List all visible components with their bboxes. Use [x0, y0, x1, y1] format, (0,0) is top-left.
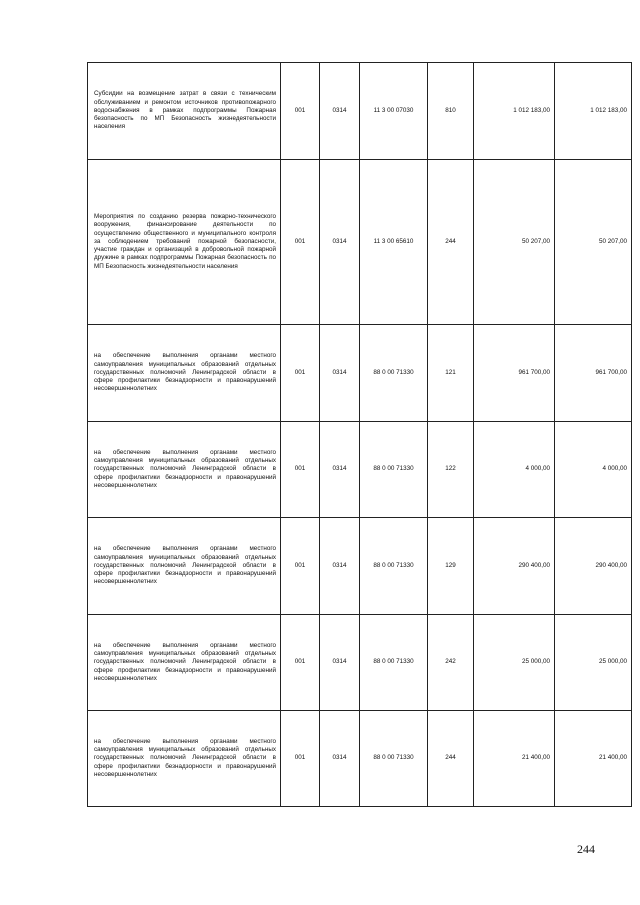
amount-cell: 50 207,00 [555, 160, 632, 325]
table-row [88, 325, 632, 422]
amount-cell: 1 012 183,00 [474, 63, 555, 160]
expense-type-cell: 810 [428, 63, 474, 160]
ministry-code-cell: 001 [281, 711, 320, 807]
target-article-cell: 88 0 00 71330 [360, 615, 428, 711]
amount-cell: 4 000,00 [474, 422, 555, 518]
row-description: на обеспечение выполнения органами местного самоуправления муниципальных образований отдельных государственных полномочий Ленинградской области в сфере профилактики безнадзорности и правонарушений несовершеннолетних [88, 518, 281, 615]
expense-type-cell: 121 [428, 325, 474, 422]
amount-cell: 4 000,00 [555, 422, 632, 518]
row-description: Мероприятия по созданию резерва пожарно-технического вооружения, финансирование деятельности по осуществлению общественного и муниципального контроля за соблюдением требований пожарной безопасности, участие граждан и организаций в добровольной пожарной дружине в рамках подпрограммы Пожарная безопасность по МП Безопасность жизнедеятельности населения [88, 160, 281, 325]
ministry-code-cell: 001 [281, 63, 320, 160]
amount-cell: 961 700,00 [474, 325, 555, 422]
expense-type-cell: 244 [428, 711, 474, 807]
expense-type-cell: 122 [428, 422, 474, 518]
table-row [88, 518, 632, 615]
ministry-code-cell: 001 [281, 518, 320, 615]
amount-cell: 21 400,00 [555, 711, 632, 807]
target-article-cell: 88 0 00 71330 [360, 325, 428, 422]
table-row [88, 160, 632, 325]
expense-type-cell: 244 [428, 160, 474, 325]
row-description: на обеспечение выполнения органами местного самоуправления муниципальных образований отдельных государственных полномочий Ленинградской области в сфере профилактики безнадзорности и правонарушений несовершеннолетних [88, 422, 281, 518]
budget-table [87, 62, 632, 807]
ministry-code-cell: 001 [281, 325, 320, 422]
row-description: на обеспечение выполнения органами местного самоуправления муниципальных образований отдельных государственных полномочий Ленинградской области в сфере профилактики безнадзорности и правонарушений несовершеннолетних [88, 615, 281, 711]
target-article-cell: 88 0 00 71330 [360, 711, 428, 807]
ministry-code-cell: 001 [281, 422, 320, 518]
target-article-cell: 88 0 00 71330 [360, 518, 428, 615]
target-article-cell: 11 3 00 65610 [360, 160, 428, 325]
amount-cell: 290 400,00 [555, 518, 632, 615]
section-code-cell: 0314 [320, 615, 360, 711]
row-description: на обеспечение выполнения органами местного самоуправления муниципальных образований отдельных государственных полномочий Ленинградской области в сфере профилактики безнадзорности и правонарушений несовершеннолетних [88, 325, 281, 422]
amount-cell: 25 000,00 [555, 615, 632, 711]
section-code-cell: 0314 [320, 160, 360, 325]
target-article-cell: 88 0 00 71330 [360, 422, 428, 518]
table-row [88, 711, 632, 807]
ministry-code-cell: 001 [281, 160, 320, 325]
section-code-cell: 0314 [320, 711, 360, 807]
section-code-cell: 0314 [320, 422, 360, 518]
row-description: Субсидии на возмещение затрат в связи с техническим обслуживанием и ремонтом источников противопожарного водоснабжения в рамках подпрограммы Пожарная безопасность по МП Безопасность жизнедеятельности населения [88, 63, 281, 160]
target-article-cell: 11 3 00 07030 [360, 63, 428, 160]
amount-cell: 290 400,00 [474, 518, 555, 615]
table-row [88, 615, 632, 711]
row-description: на обеспечение выполнения органами местного самоуправления муниципальных образований отдельных государственных полномочий Ленинградской области в сфере профилактики безнадзорности и правонарушений несовершеннолетних [88, 711, 281, 807]
amount-cell: 50 207,00 [474, 160, 555, 325]
amount-cell: 961 700,00 [555, 325, 632, 422]
amount-cell: 25 000,00 [474, 615, 555, 711]
table-row [88, 63, 632, 160]
ministry-code-cell: 001 [281, 615, 320, 711]
section-code-cell: 0314 [320, 63, 360, 160]
section-code-cell: 0314 [320, 325, 360, 422]
expense-type-cell: 242 [428, 615, 474, 711]
section-code-cell: 0314 [320, 518, 360, 615]
amount-cell: 1 012 183,00 [555, 63, 632, 160]
page-number: 244 [577, 842, 595, 856]
table-row [88, 422, 632, 518]
expense-type-cell: 129 [428, 518, 474, 615]
amount-cell: 21 400,00 [474, 711, 555, 807]
